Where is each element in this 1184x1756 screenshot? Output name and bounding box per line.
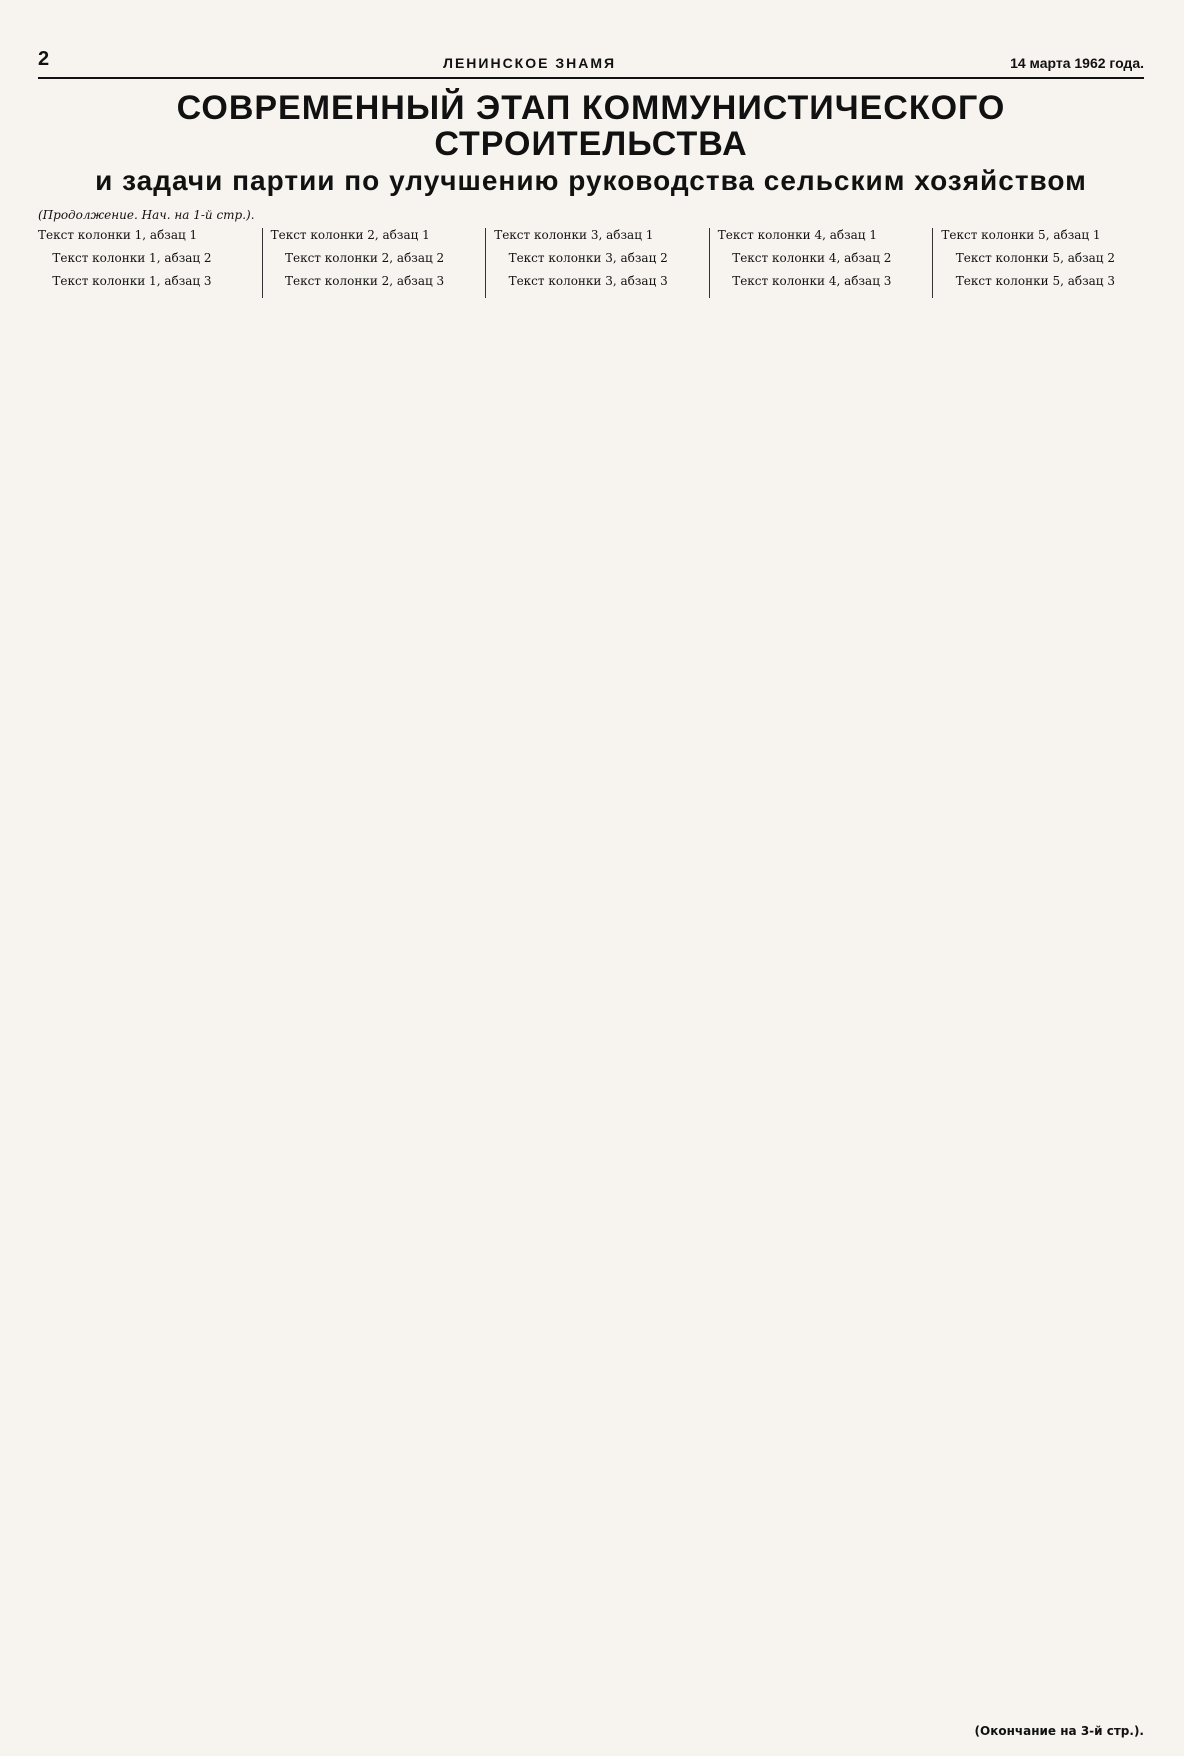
paragraph: Текст колонки 5, абзац 1 <box>941 227 1101 242</box>
page-number: 2 <box>38 48 50 70</box>
headline-line-2: и задачи партии по улучшению руководства сельским хозяйством <box>95 165 1087 197</box>
paragraph: Текст колонки 2, абзац 2 <box>284 251 445 266</box>
paragraph: Текст колонки 4, абзац 1 <box>717 227 877 242</box>
paragraph: Текст колонки 3, абзац 2 <box>508 251 668 266</box>
headline <box>38 91 1144 196</box>
paragraph: Текст колонки 4, абзац 2 <box>732 251 892 266</box>
paragraph: Текст колонки 2, абзац 3 <box>284 274 445 289</box>
article-columns <box>38 228 1144 298</box>
paragraph: Текст колонки 1, абзац 3 <box>52 274 212 289</box>
column-3 <box>485 228 697 298</box>
paragraph: Текст колонки 5, абзац 3 <box>955 274 1115 289</box>
paragraph: Текст колонки 3, абзац 3 <box>508 274 668 289</box>
column-2 <box>262 228 474 298</box>
issue-date: 14 марта 1962 года. <box>1010 55 1144 71</box>
paragraph: Текст колонки 1, абзац 1 <box>38 227 198 242</box>
column-5 <box>932 228 1144 298</box>
continuation-note: (Продолжение. Нач. на 1-й стр.). <box>38 207 255 222</box>
paragraph: Текст колонки 5, абзац 2 <box>955 251 1115 266</box>
paragraph: Текст колонки 2, абзац 1 <box>270 227 430 242</box>
headline-line-1: СОВРЕМЕННЫЙ ЭТАП КОММУНИСТИЧЕСКОГО СТРОИТЕЛЬСТВА <box>176 89 1006 163</box>
paragraph: Текст колонки 3, абзац 1 <box>494 227 654 242</box>
paragraph: Текст колонки 1, абзац 2 <box>52 251 212 266</box>
paper-title: ЛЕНИНСКОЕ ЗНАМЯ <box>443 55 617 71</box>
paragraph: Текст колонки 4, абзац 3 <box>732 274 892 289</box>
column-1 <box>38 228 250 298</box>
ending-note: (Окончание на 3-й стр.). <box>974 1724 1144 1738</box>
column-4 <box>709 228 921 298</box>
masthead <box>38 48 1144 79</box>
